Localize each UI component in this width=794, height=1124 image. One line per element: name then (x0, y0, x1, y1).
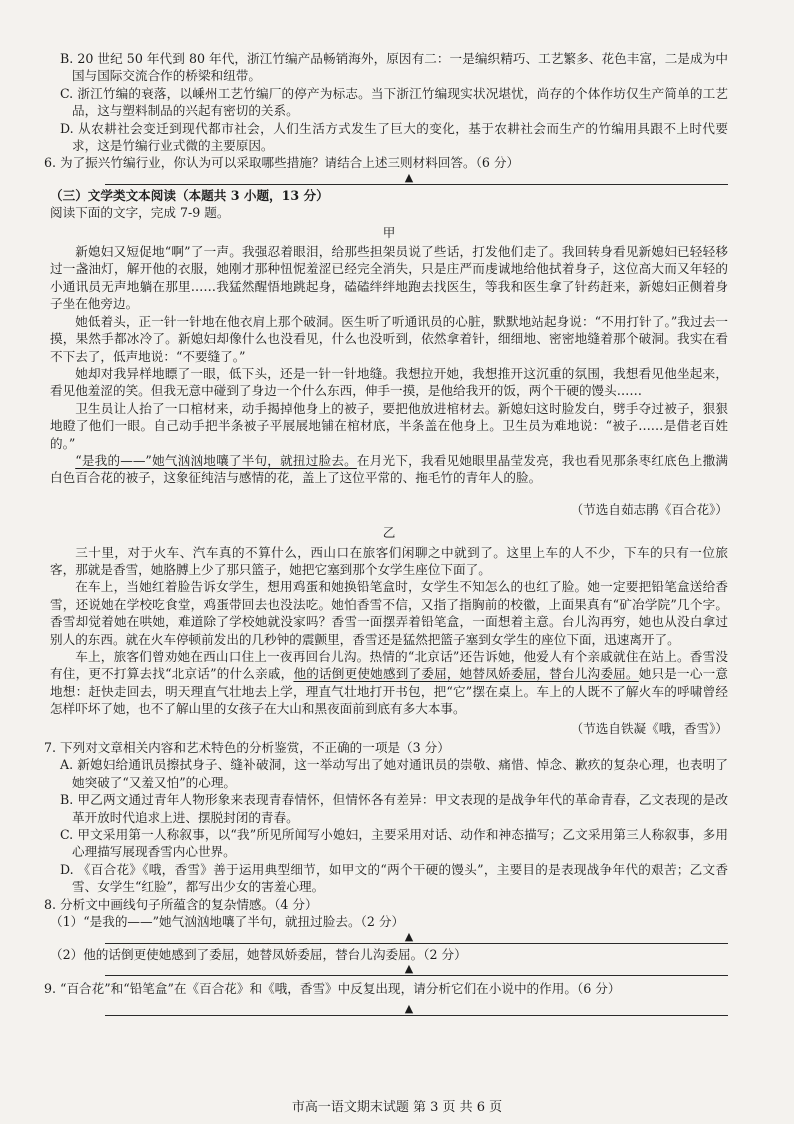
page-footer: 市高一语文期末试题 第 3 页 共 6 页 (291, 1099, 503, 1115)
top-options (50, 50, 728, 154)
option-d: D. 从农耕社会变迁到现代都市社会，人们生活方式发生了巨大的变化，基于农耕社会而生产的竹编用具跟不上时代要求，这是竹编行业式微的主要原因。 (60, 120, 728, 154)
yi-last-rest: 她只是一心一意地想：赶快走回去，明天理直气壮地去上学，理直气壮地打开书包，把“它”摆在桌上。车上的人既不了解火车的呼啸曾经怎样吓坏了她，也不了解山里的女孩子在大山和黑夜面前到底有多大本事。 (50, 666, 729, 717)
yi-paragraph: 在车上，当她红着脸告诉女学生，想用鸡蛋和她换铅笔盒时，女学生不知怎么的也红了脸。她一定要把铅笔盒送给香雪，还说她在学校吃食堂，鸡蛋带回去也没法吃。她怕香雪不信，又指了指胸前的校徽，上面果真有“矿冶学院”几个字。香雪却觉着她在哄她，难道除了学校她就没家吗？香雪一面摆弄着铅笔盒，一面想着主意。台儿沟再穷，她也从没白拿过别人的东西。就在火车停顿前发出的几秒钟的震颤里，香雪还是猛然把篮子塞到女学生的座位下面，迅速离开了。 (50, 579, 728, 647)
passage-yi (50, 544, 728, 718)
answer-triangle-icon: ▲ (404, 170, 414, 184)
answer-line (105, 943, 728, 944)
q7-option-c: C. 甲文采用第一人称叙事，以“我”所见所闻写小媳妇，主要采用对话、动作和神态描写；乙文采用第三人称叙事，多用心理描写展现香雪内心世界。 (60, 827, 728, 860)
yi-citation: （节选自铁凝《哦，香雪》） (570, 720, 728, 736)
jia-paragraph: 新媳妇又短促地“啊”了一声。我强忍着眼泪，给那些担架员说了些话，打发他们走了。我回转身看见新媳妇已轻轻移过一盏油灯，解开他的衣服，她刚才那种忸怩羞涩已经完全消失，只是庄严而虔诚地给他拭着身子，这位高大而又年轻的小通讯员无声地躺在那里……我猛然醒悟地跳起身，磕磕绊绊地跑去找医生，等我和医生拿了针药赶来，新媳妇正侧着身子坐在他旁边。 (50, 244, 728, 312)
jia-last-rest: 在月光下，我看见她眼里晶莹发亮，我也看见那条枣红底色上撒满白色百合花的被子，这象征纯洁与感情的花，盖上了这位平常的、拖毛竹的青年人的脸。 (50, 452, 728, 486)
section-3-title: （三）文学类文本阅读（本题共 3 小题，13 分） (50, 187, 329, 203)
passage-jia (50, 243, 728, 487)
jia-paragraph: 她却对我异样地瞟了一眼，低下头，还是一针一针地缝。我想拉开她，我想推开这沉重的氛围，我想看见他坐起来，看见他羞涩的笑。但我无意中碰到了身边一个什么东西，伸手一摸，是他给我开的饭，两个干硬的馒头…… (50, 365, 728, 399)
question-6: 6. 为了振兴竹编行业，你认为可以采取哪些措施？请结合上述三则材料回答。（6 分） (44, 155, 520, 171)
question-7: 7. 下列对文章相关内容和艺术特色的分析鉴赏，不正确的一项是（3 分） (44, 740, 450, 756)
answer-triangle-icon: ▲ (404, 961, 414, 975)
option-c: C. 浙江竹编的衰落，以嵊州工艺竹编厂的停产为标志。当下浙江竹编现实状况堪忧，尚存的个体作坊仅生产简单的工艺品，这与塑料制品的兴起有密切的关系。 (60, 85, 728, 119)
q7-option-b: B. 甲乙两文通过青年人物形象来表现青春情怀，但情怀各有差异：甲文表现的是战争年代的革命青春，乙文表现的是改革开放时代追求上进、摆脱封闭的青春。 (60, 792, 728, 825)
jia-citation: （节选自茹志鹃《百合花》） (570, 501, 728, 517)
q7-options (50, 756, 728, 895)
question-8: 8. 分析文中画线句子所蕴含的复杂情感。（4 分） (44, 896, 318, 912)
jia-paragraph: 她低着头，正一针一针地在他衣肩上那个破洞。医生听了听通讯员的心脏，默默地站起身说：“不用打针了。”我过去一摸，果然手都冰冷了。新媳妇却像什么也没看见，什么也没听到，依然拿着针，细细地、密密地缝着那个破洞。我实在看不下去了，低声地说：“不要缝了。” (50, 313, 728, 364)
jia-paragraph: 卫生员让人抬了一口棺材来，动手揭掉他身上的被子，要把他放进棺材去。新媳妇这时脸发白，劈手夺过被子，狠狠地瞪了他们一眼。自己动手把半条被子平展展地铺在棺材底，半条盖在他身上。卫生员为难地说：“被子……是借老百姓的。” (50, 400, 728, 451)
yi-last-start: 车上，旅客们曾劝她在西山口住上一夜再回台儿沟。热情的“北京话”还告诉她，他爱人有个亲戚就住在站上。香雪没有住，更不打算去找“北京话”的什么亲戚， (50, 649, 728, 682)
question-8-1: （1）“是我的——”她气汹汹地嚷了半句，就扭过脸去。（2 分） (50, 914, 405, 930)
question-9: 9. “百合花”和“铅笔盒”在《百合花》和《哦，香雪》中反复出现，请分析它们在小说中的作用。（6 分） (44, 980, 621, 996)
answer-triangle-icon: ▲ (404, 929, 414, 943)
answer-line (105, 975, 728, 976)
jia-last-paragraph (50, 452, 728, 487)
q7-option-a: A. 新媳妇给通讯员擦拭身子、缝补破洞，这一举动写出了她对通讯员的崇敬、痛惜、悼念、歉疚的复杂心理，也表明了她突破了“又羞又怕”的心理。 (60, 757, 728, 790)
option-b: B. 20 世纪 50 年代到 80 年代，浙江竹编产品畅销海外，原因有二：一是编织精巧、工艺繁多、花色丰富，二是成为中国与国际交流合作的桥梁和纽带。 (60, 51, 728, 84)
answer-line (105, 1015, 728, 1016)
q7-option-d: D. 《百合花》《哦，香雪》善于运用典型细节，如甲文的“两个干硬的馒头”，主要目的是表现战争年代的艰苦；乙文香雪、女学生“红脸”，都写出少女的害羞心理。 (60, 861, 728, 895)
passage-yi-label: 乙 (382, 525, 396, 541)
yi-last-paragraph (50, 648, 728, 718)
jia-underlined-sentence: “是我的——”她气汹汹地嚷了半句，就扭过脸去。 (75, 452, 357, 468)
yi-paragraph: 三十里，对于火车、汽车真的不算什么，西山口在旅客们闲聊之中就到了。这里上车的人不少，下车的只有一位旅客，那就是香雪，她胳膊上少了那只篮子，她把它塞到那个女学生座位下面了。 (50, 544, 728, 577)
answer-line (105, 184, 728, 185)
answer-triangle-icon: ▲ (404, 1002, 414, 1016)
section-3-instruction: 阅读下面的文字，完成 7-9 题。 (50, 205, 230, 221)
question-8-2: （2）他的话倒更使她感到了委屈，她替凤娇委屈，替台儿沟委屈。（2 分） (50, 946, 467, 962)
yi-underlined-sentence: 他的话倒更使她感到了委屈，她替凤娇委屈，替台儿沟委屈。 (293, 666, 639, 682)
passage-jia-label: 甲 (382, 224, 396, 240)
